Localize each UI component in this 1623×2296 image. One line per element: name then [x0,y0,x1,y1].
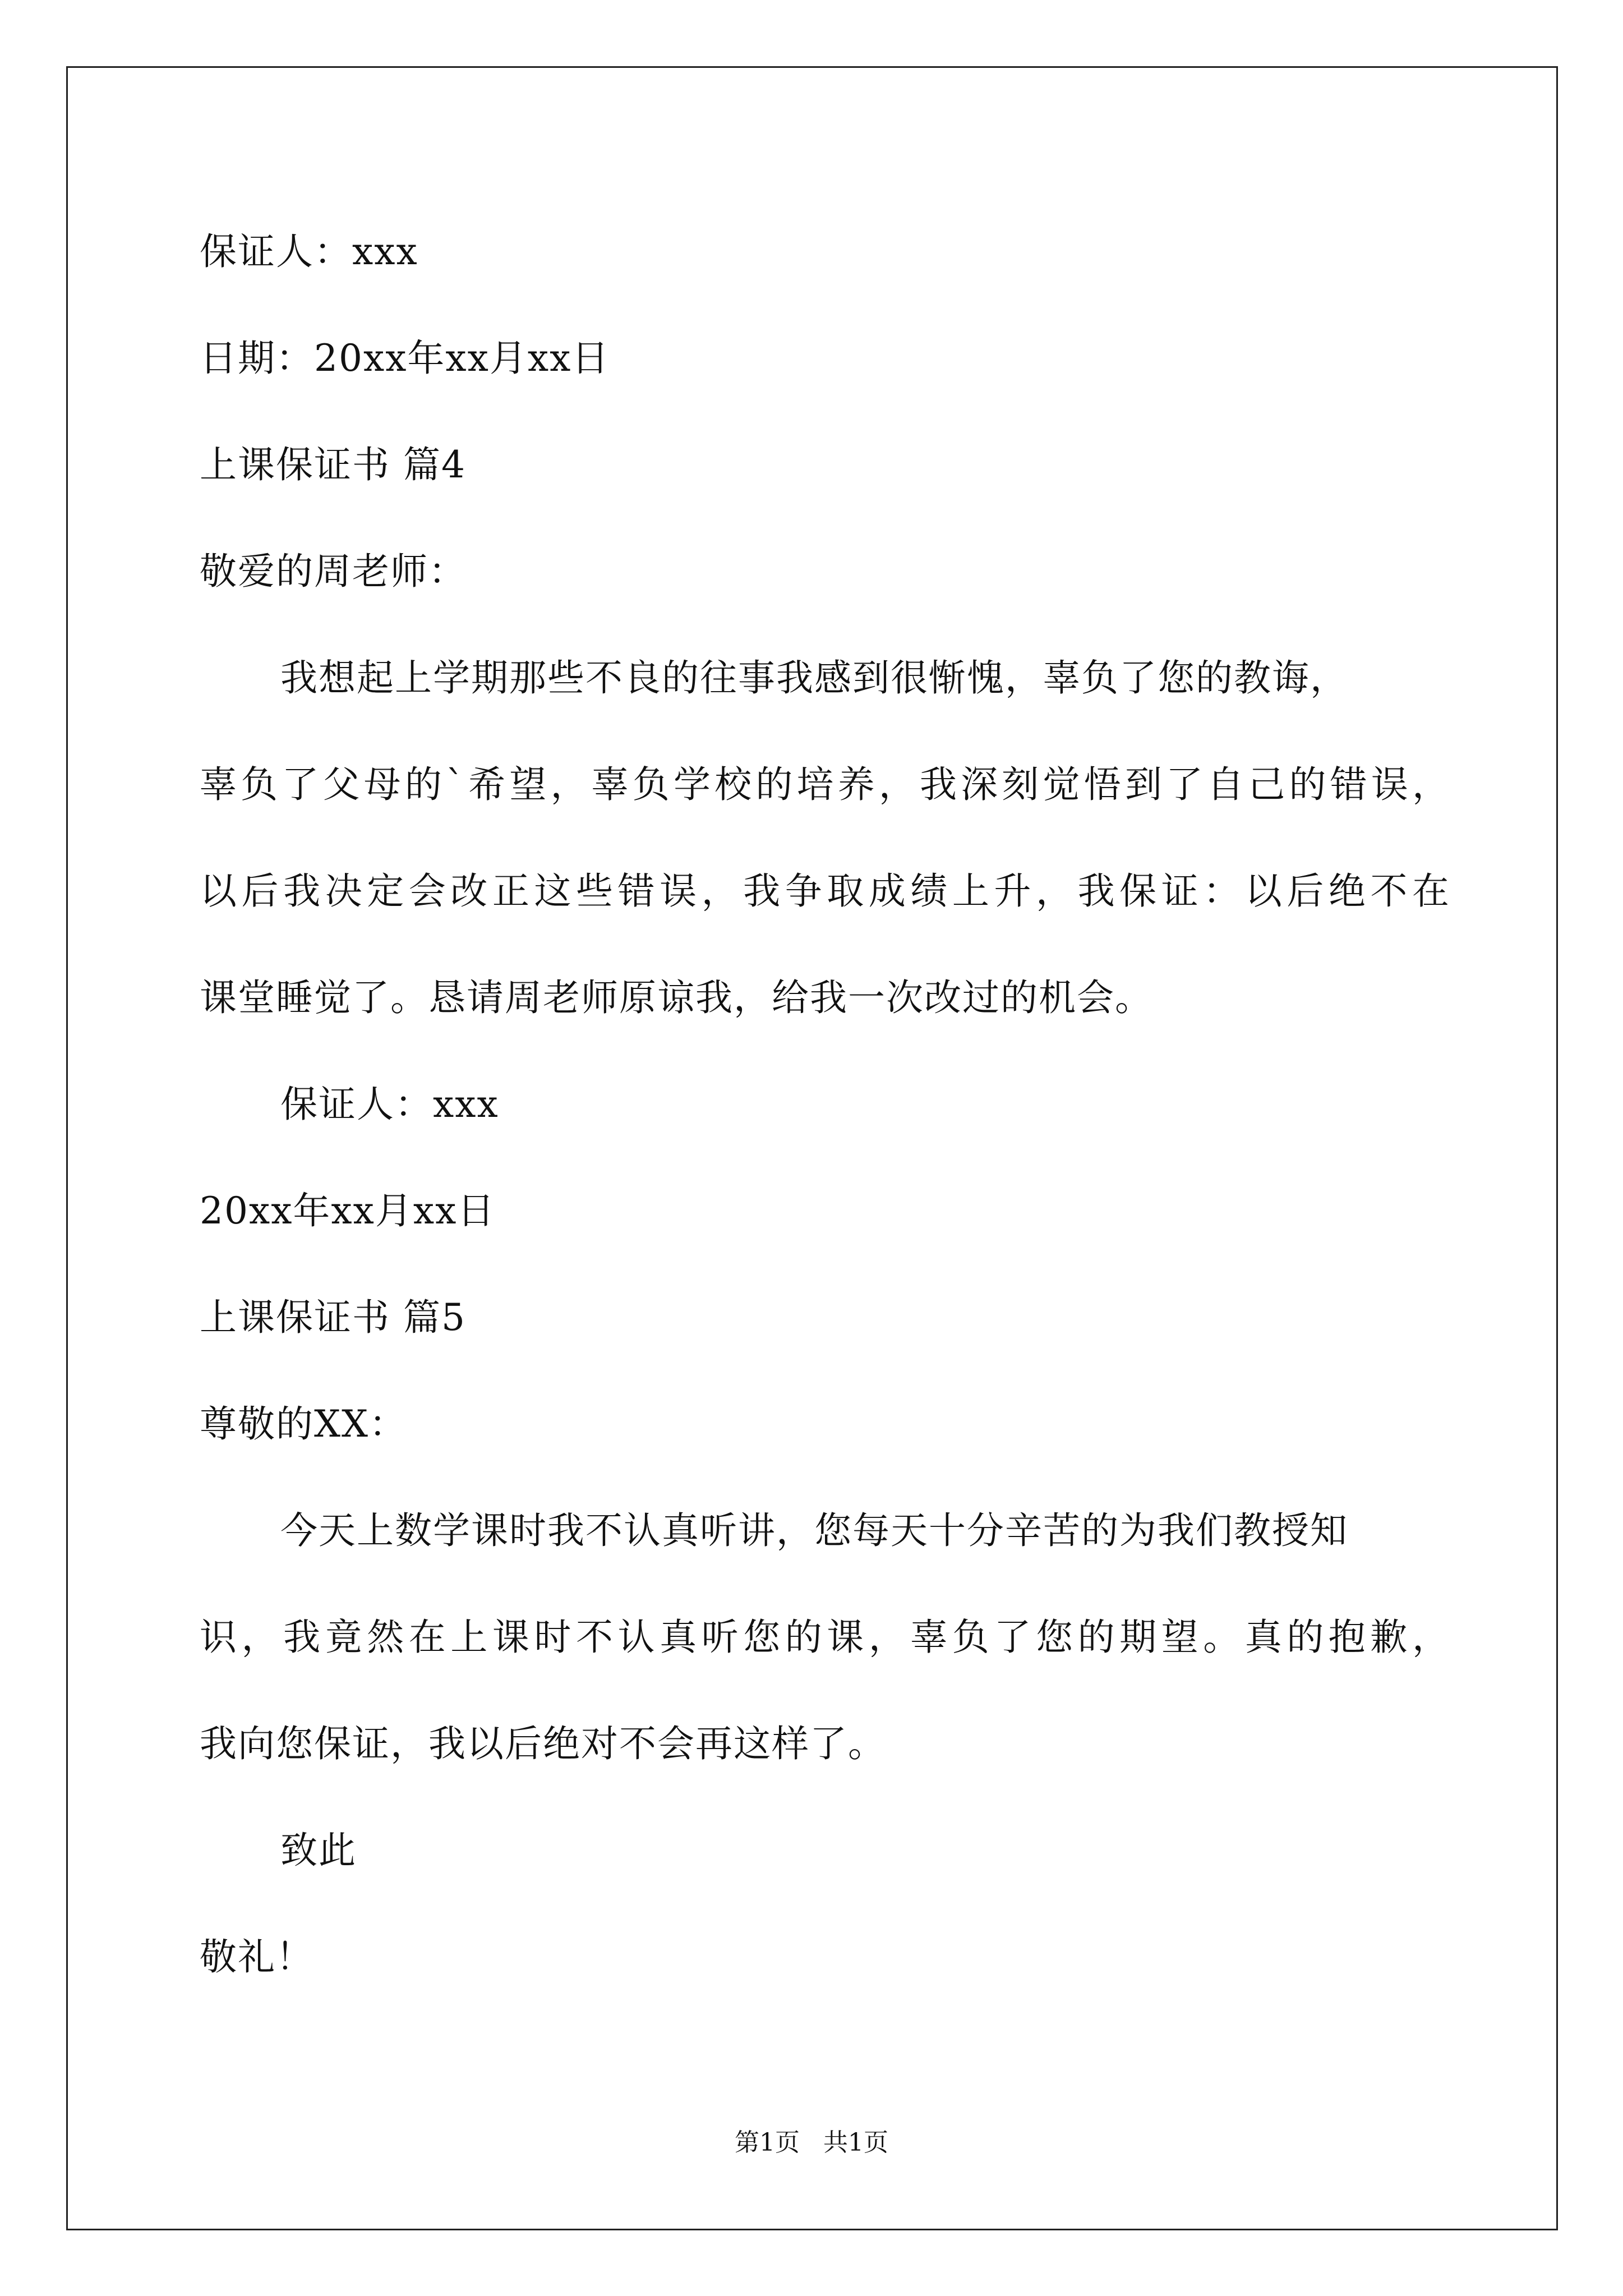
guarantor-line-2: 保证人：xxx [280,1083,499,1126]
body-4-line-4: 课堂睡觉了。恳请周老师原谅我，给我一次改过的机会。 [200,976,1153,1019]
closing-line: 致此 [280,1829,357,1872]
section-heading-4: 上课保证书 篇4 [200,443,466,486]
body-4-line-1: 我想起上学期那些不良的往事我感到很惭愧，辜负了您的教诲， [280,656,1348,700]
body-4-line-3: 以后我决定会改正这些错误，我争取成绩上升，我保证：以后绝不在 [200,869,1450,913]
page-footer: 第1页 共1页 [735,2128,888,2157]
date-line-1: 日期：20xx年xx月xx日 [200,337,610,380]
body-5-line-1: 今天上数学课时我不认真听讲，您每天十分辛苦的为我们教授知 [280,1509,1348,1552]
salutation-4: 敬爱的周老师： [200,550,467,593]
body-4-line-2: 辜负了父母的`希望，辜负学校的培养，我深刻觉悟到了自己的错误， [200,763,1450,806]
date-line-2: 20xx年xx月xx日 [200,1189,496,1232]
body-5-line-3: 我向您保证，我以后绝对不会再这样了。 [200,1722,886,1765]
body-5-line-2: 识，我竟然在上课时不认真听您的课，辜负了您的期望。真的抱歉， [200,1616,1450,1659]
page-border [66,66,1558,2230]
section-heading-5: 上课保证书 篇5 [200,1296,466,1339]
regards-line: 敬礼！ [200,1935,314,1978]
guarantor-line-1: 保证人：xxx [200,230,418,273]
salutation-5: 尊敬的XX： [200,1402,407,1446]
